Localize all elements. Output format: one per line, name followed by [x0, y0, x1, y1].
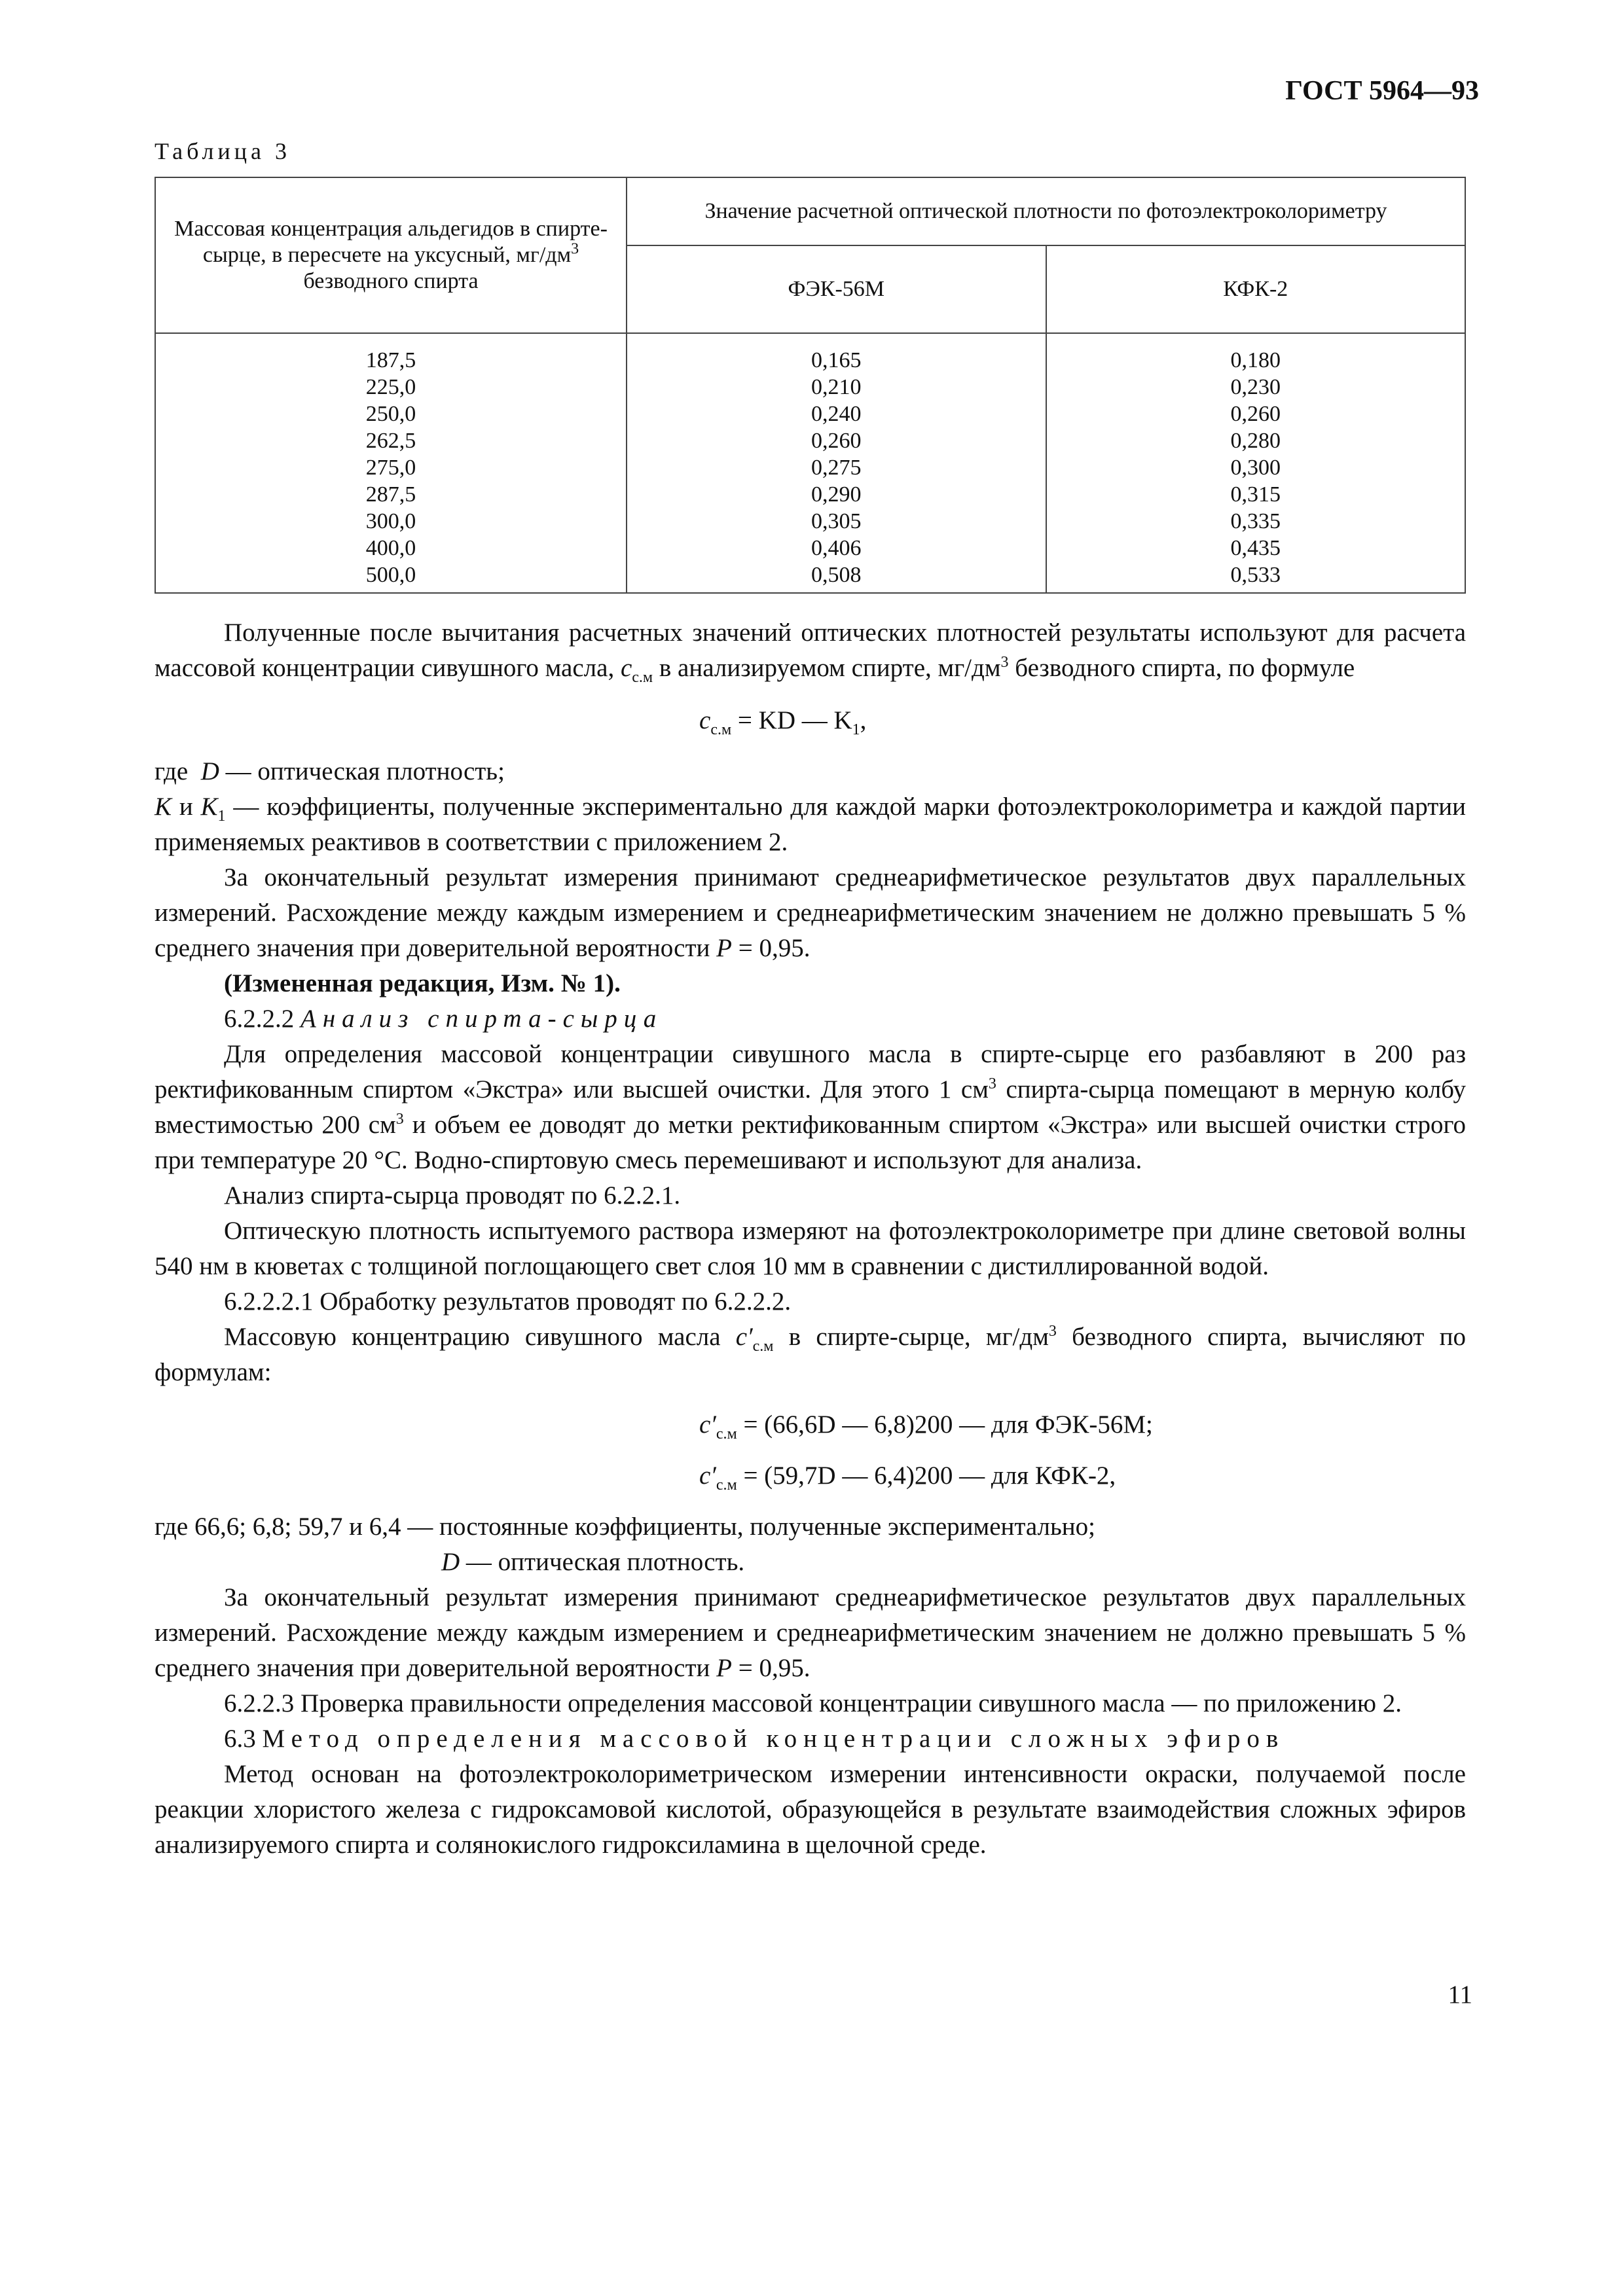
table-cell: 0,335: [1230, 509, 1281, 533]
table-cell: 287,5: [365, 482, 416, 507]
concentration-values: [155, 333, 627, 593]
table-3: [155, 177, 1466, 594]
paragraph: За окончательный результат измерения принимают среднеарифметическое результатов двух параллельных измерений. Расхождение между каждым измерением и среднеарифметическим значением не должно превышать 5 % среднего значения при доверительной вероятности P = 0,95.: [155, 1583, 1466, 1682]
table-cell: 0,275: [811, 456, 862, 480]
table-cell: 500,0: [365, 563, 416, 587]
paragraph: Для определения массовой концентрации сивушного масла в спирте-сырце его разбавляют в 200 раз ректификованным спиртом «Экстра» или высшей очистки. Для этого 1 $см^3$ спирта-сырца помещают в мерную колбу вместимостью 200 $см^3$ и объем ее доводят до метки ректификованным спиртом «Экстра» или высшей очистки строго при температуре 20 °С. Водно-спиртовую смесь перемешивают и используют для анализа.: [155, 1040, 1467, 1174]
paragraph: Анализ спирта-сырца проводят по 6.2.2.1.: [224, 1181, 681, 1210]
table-cell: 0,165: [811, 348, 862, 372]
table-cell: 250,0: [365, 402, 416, 426]
paragraph: 6.2.2.2.1 Обработку результатов проводят по 6.2.2.2.: [224, 1287, 792, 1316]
where-clause: где 66,6; 6,8; 59,7 и 6,4 — постоянные коэффициенты, полученные экспериментально; D — оптическая плотность.: [155, 1513, 1096, 1576]
edited-note: (Измененная редакция, Изм. № 1).: [224, 969, 621, 997]
table-caption: Таблица 3: [155, 138, 291, 164]
document-header: ГОСТ 5964—93: [1285, 76, 1479, 106]
section-heading-63: 6.3 Метод определения массовой концентрации сложных эфиров: [224, 1725, 1285, 1753]
paragraph: За окончательный результат измерения принимают среднеарифметическое результатов двух параллельных измерений. Расхождение между каждым измерением и среднеарифметическим значением не должно превышать 5 % среднего значения при доверительной вероятности P = 0,95.: [155, 863, 1466, 962]
paragraph: Массовую концентрацию сивушного масла $c'_{с.м}$ в спирте-сырце, $мг/дм^3$ безводного спирта, вычисляют по формулам:: [155, 1323, 1466, 1386]
table-cell: 0,210: [811, 375, 862, 399]
table-cell: 0,533: [1230, 563, 1281, 587]
column-header-concentration: Массовая концентрация альдегидов в спирте-сырце, в пересчете на уксусный, $мг/дм^3$ безводного спирта: [155, 177, 627, 333]
kfk-values: [1046, 333, 1466, 593]
table-cell: 0,508: [811, 563, 862, 587]
column-header-kfk: КФК-2: [1046, 245, 1466, 333]
table-cell: 0,260: [811, 429, 862, 453]
table-cell: 0,230: [1230, 375, 1281, 399]
table-cell: 0,290: [811, 482, 862, 507]
where-clause: где D — оптическая плотность; K и $K_1$ — коэффициенты, полученные экспериментально для каждой марки фотоэлектроколориметра и каждой партии применяемых реактивов в соответствии с приложением 2.: [155, 757, 1467, 856]
formula-1: $c_{с.м}$ = KD — $K_1$,: [699, 706, 867, 738]
formula-3: $c'_{с.м} = (59,7D$ — 6,4)200 — для КФК-2,: [699, 1462, 1116, 1494]
paragraph: Полученные после вычитания расчетных значений оптических плотностей результаты используют для расчета массовой концентрации сивушного масла, $c_{с.м}$ в анализируемом спирте, $мг/дм^3$ безводного спирта, по формуле: [155, 619, 1466, 686]
table-cell: 0,280: [1230, 429, 1281, 453]
column-header-optical-density: Значение расчетной оптической плотности по фотоэлектроколориметру: [627, 177, 1465, 245]
table-cell: 275,0: [365, 456, 416, 480]
table-cell: 0,260: [1230, 402, 1281, 426]
paragraph: Оптическую плотность испытуемого раствора измеряют на фотоэлектроколориметре при длине световой волны 540 нм в кюветах с толщиной поглощающего свет слоя 10 мм в сравнении с дистиллированной водой.: [155, 1217, 1466, 1280]
page-number: 11: [1448, 1981, 1472, 2009]
table-cell: 400,0: [365, 536, 416, 560]
table-cell: 225,0: [365, 375, 416, 399]
column-header-fek: ФЭК-56М: [627, 245, 1046, 333]
table-cell: 0,240: [811, 402, 862, 426]
table-cell: 0,435: [1230, 536, 1281, 560]
table-cell: 0,305: [811, 509, 862, 533]
table-cell: 262,5: [365, 429, 416, 453]
table-cell: 300,0: [365, 509, 416, 533]
section-heading-6222: 6.2.2.2 Анализ спирта-сырца: [224, 1005, 663, 1033]
table-cell: 0,180: [1230, 348, 1281, 372]
table-cell: 0,315: [1230, 482, 1281, 507]
fek-values: [627, 333, 1046, 593]
table-cell: 0,406: [811, 536, 862, 560]
paragraph: 6.2.2.3 Проверка правильности определения массовой концентрации сивушного масла — по приложению 2.: [224, 1689, 1402, 1717]
table-cell: 0,300: [1230, 456, 1281, 480]
paragraph: Метод основан на фотоэлектроколориметрическом измерении интенсивности окраски, получаемой после реакции хлористого железа с гидроксамовой кислотой, образующейся в результате взаимодействия сложных эфиров анализируемого спирта и солянокислого гидроксиламина в щелочной среде.: [155, 1760, 1466, 1859]
table-cell: 187,5: [365, 348, 416, 372]
document-body: [155, 615, 1466, 1863]
formula-2: $c'_{с.м} = (66,6D$ — 6,8)200 — для ФЭК-56М;: [699, 1410, 1153, 1443]
